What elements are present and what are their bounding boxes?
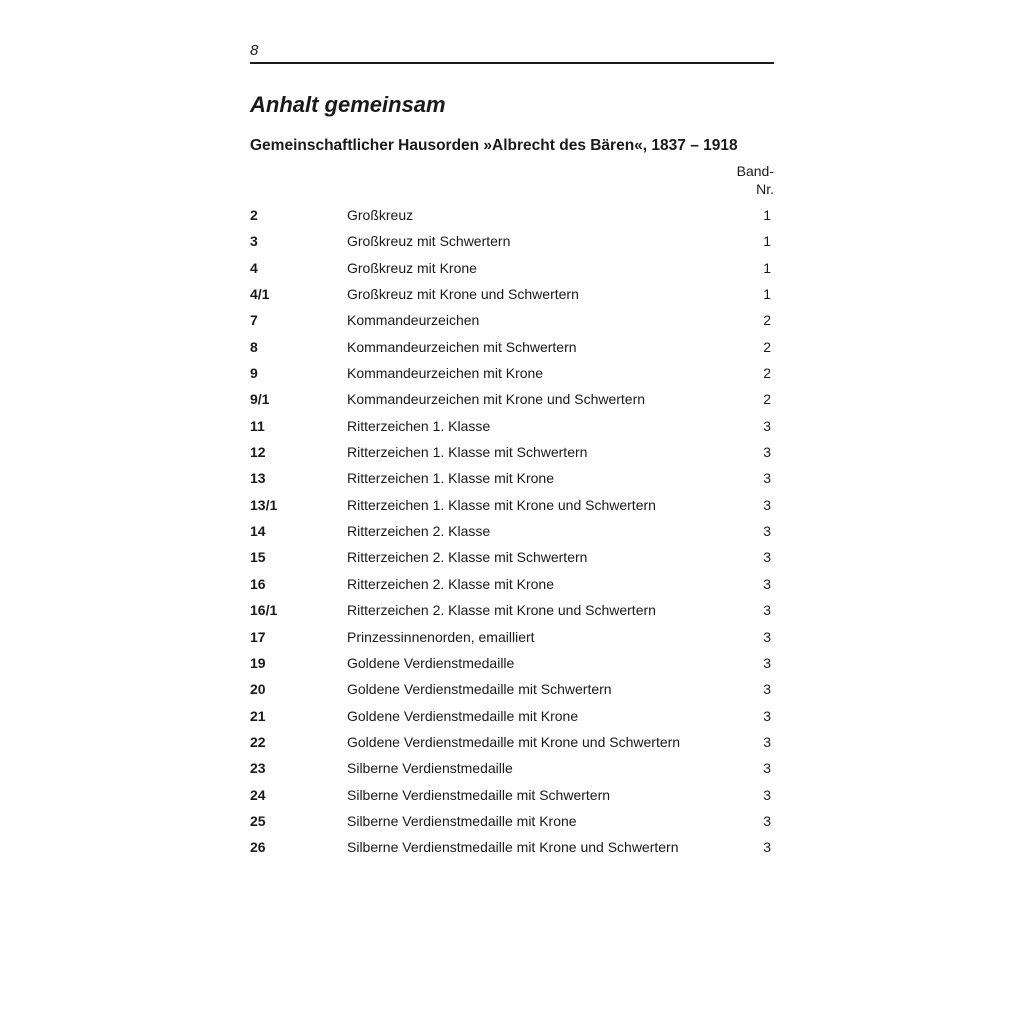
column-header-line-2: Nr. <box>756 181 774 197</box>
entry-number: 4 <box>250 259 258 276</box>
entry-description: Goldene Verdienstmedaille mit Krone <box>347 707 579 724</box>
list-item <box>250 336 774 362</box>
entry-number: 15 <box>250 549 266 566</box>
entry-band-number: 1 <box>763 207 771 223</box>
entry-description: Kommandeurzeichen mit Krone <box>347 365 544 382</box>
entry-number: 9 <box>250 365 258 382</box>
entry-band-number: 3 <box>763 628 771 645</box>
entry-band-number: 3 <box>763 839 771 856</box>
entry-number: 22 <box>250 733 266 750</box>
entry-band-number: 3 <box>763 760 771 777</box>
entry-list <box>250 204 774 863</box>
entry-number: 19 <box>250 654 266 671</box>
order-title: Gemeinschaftlicher Hausorden »Albrecht des Bären«, 1837 – 1918 <box>250 137 738 154</box>
list-item <box>250 705 774 731</box>
entry-number: 16 <box>250 575 266 592</box>
entry-number: 17 <box>250 628 266 645</box>
entry-number: 9/1 <box>250 391 270 408</box>
entry-description: Ritterzeichen 2. Klasse mit Krone <box>347 575 554 592</box>
entry-description: Ritterzeichen 2. Klasse <box>347 523 491 540</box>
entry-description: Ritterzeichen 1. Klasse mit Schwertern <box>347 444 588 461</box>
entry-band-number: 3 <box>763 786 771 803</box>
entry-number: 25 <box>250 812 266 829</box>
entry-description: Silberne Verdienstmedaille mit Schwertern <box>347 786 611 803</box>
page-header <box>250 40 774 64</box>
list-item <box>250 494 774 520</box>
entry-description: Ritterzeichen 1. Klasse <box>347 417 491 434</box>
entry-description: Silberne Verdienstmedaille <box>347 760 513 777</box>
list-item <box>250 599 774 625</box>
entry-number: 26 <box>250 839 266 856</box>
entry-band-number: 2 <box>763 338 771 355</box>
entry-description: Kommandeurzeichen mit Krone und Schwertern <box>347 391 646 408</box>
entry-band-number: 2 <box>763 391 771 408</box>
entry-description: Großkreuz <box>347 207 414 223</box>
list-item <box>250 230 774 256</box>
entry-number: 20 <box>250 681 266 698</box>
entry-band-number: 3 <box>763 549 771 566</box>
entry-number: 2 <box>250 207 258 223</box>
entry-description: Silberne Verdienstmedaille mit Krone <box>347 812 577 829</box>
entry-band-number: 1 <box>763 286 771 303</box>
band-number-column-header <box>737 162 774 198</box>
list-item <box>250 757 774 783</box>
list-item <box>250 678 774 704</box>
list-item <box>250 573 774 599</box>
entry-description: Ritterzeichen 2. Klasse mit Krone und Schwertern <box>347 602 656 619</box>
entry-description: Goldene Verdienstmedaille <box>347 654 515 671</box>
entry-number: 13 <box>250 470 266 487</box>
list-item <box>250 362 774 388</box>
entry-band-number: 3 <box>763 733 771 750</box>
entry-number: 8 <box>250 338 258 355</box>
entry-band-number: 3 <box>763 707 771 724</box>
entry-description: Goldene Verdienstmedaille mit Schwertern <box>347 681 612 698</box>
entry-band-number: 3 <box>763 602 771 619</box>
list-item <box>250 731 774 757</box>
list-item <box>250 415 774 441</box>
entry-number: 4/1 <box>250 286 270 303</box>
entry-description: Prinzessinnenorden, emailliert <box>347 628 535 645</box>
entry-band-number: 2 <box>763 365 771 382</box>
list-item <box>250 257 774 283</box>
list-item <box>250 388 774 414</box>
list-item <box>250 520 774 546</box>
list-item <box>250 626 774 652</box>
entry-description: Ritterzeichen 1. Klasse mit Krone <box>347 470 554 487</box>
entry-description: Goldene Verdienstmedaille mit Krone und Schwertern <box>347 733 681 750</box>
list-item <box>250 652 774 678</box>
section-title: Anhalt gemeinsam <box>250 92 446 117</box>
entry-number: 11 <box>250 417 265 434</box>
entry-number: 21 <box>250 707 266 724</box>
entry-band-number: 2 <box>763 312 771 329</box>
entry-description: Ritterzeichen 1. Klasse mit Krone und Schwertern <box>347 496 656 513</box>
entry-band-number: 3 <box>763 417 771 434</box>
entry-description: Silberne Verdienstmedaille mit Krone und Schwertern <box>347 839 679 856</box>
entry-description: Großkreuz mit Krone <box>347 259 477 276</box>
entry-description: Großkreuz mit Krone und Schwertern <box>347 286 579 303</box>
list-item <box>250 784 774 810</box>
entry-number: 3 <box>250 233 258 250</box>
entry-band-number: 1 <box>763 233 771 250</box>
entry-description: Ritterzeichen 2. Klasse mit Schwertern <box>347 549 588 566</box>
list-item <box>250 810 774 836</box>
list-item <box>250 441 774 467</box>
entry-number: 7 <box>250 312 258 329</box>
list-item <box>250 467 774 493</box>
entry-description: Großkreuz mit Schwertern <box>347 233 511 250</box>
list-item <box>250 546 774 572</box>
list-item <box>250 836 774 862</box>
list-item <box>250 283 774 309</box>
entry-band-number: 3 <box>763 496 771 513</box>
entry-band-number: 3 <box>763 812 771 829</box>
entry-band-number: 1 <box>763 259 771 276</box>
entry-number: 14 <box>250 523 266 540</box>
entry-band-number: 3 <box>763 470 771 487</box>
list-item <box>250 204 774 230</box>
entry-band-number: 3 <box>763 444 771 461</box>
entry-number: 24 <box>250 786 266 803</box>
entry-number: 13/1 <box>250 496 278 513</box>
entry-band-number: 3 <box>763 575 771 592</box>
page-number: 8 <box>250 42 259 59</box>
entry-number: 23 <box>250 760 266 777</box>
entry-description: Kommandeurzeichen mit Schwertern <box>347 338 577 355</box>
document-page <box>250 40 774 856</box>
entry-description: Kommandeurzeichen <box>347 312 480 329</box>
entry-band-number: 3 <box>763 523 771 540</box>
entry-number: 12 <box>250 444 266 461</box>
column-header-line-1: Band- <box>736 163 774 179</box>
list-item <box>250 309 774 335</box>
entry-band-number: 3 <box>763 681 771 698</box>
entry-number: 16/1 <box>250 602 278 619</box>
entry-band-number: 3 <box>763 654 771 671</box>
